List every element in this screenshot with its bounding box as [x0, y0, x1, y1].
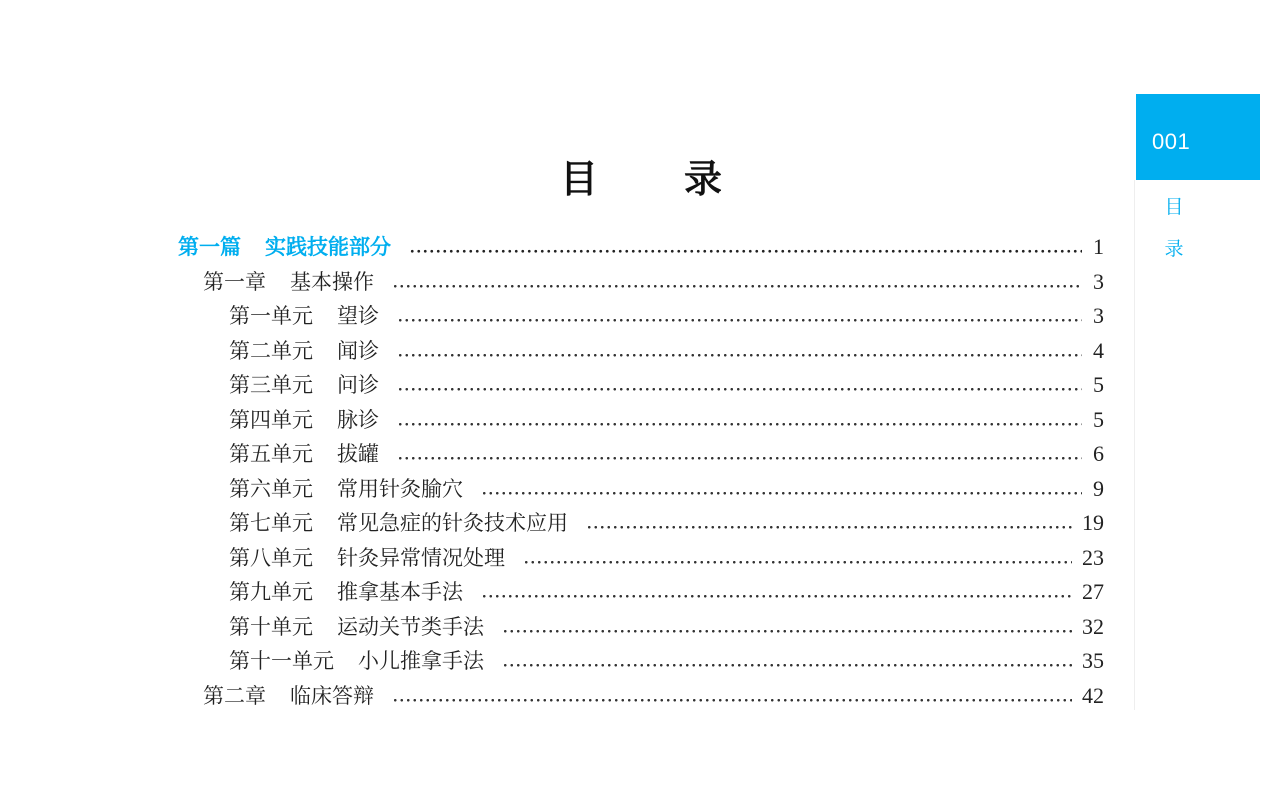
- toc-entry-page: 3: [1093, 268, 1104, 294]
- side-section-label: [1163, 186, 1185, 270]
- toc-entry-unit[interactable]: [0, 334, 1104, 369]
- toc-entry-unit[interactable]: [0, 575, 1104, 610]
- toc-entry-page: 32: [1082, 613, 1104, 639]
- toc-entry-unit[interactable]: [0, 403, 1104, 438]
- toc-entry-page: 27: [1082, 579, 1104, 604]
- toc-entry-title: 实践技能部分: [265, 235, 391, 259]
- toc-entry-title: 基本操作: [290, 269, 374, 294]
- dot-leader: [481, 472, 1082, 507]
- dot-leader: [409, 230, 1082, 265]
- toc-entry-title: 针灸异常情况处理: [337, 545, 505, 570]
- page-number: 001: [1152, 129, 1191, 154]
- toc-entry-title: 临床答辩: [290, 683, 374, 708]
- page-number-tab: [1136, 94, 1260, 180]
- page-title-char: 录: [684, 157, 723, 201]
- toc-entry-number: 第十一单元: [229, 649, 334, 673]
- side-section-char: 录: [1164, 238, 1184, 260]
- table-of-contents: [0, 230, 1104, 713]
- dot-leader: [397, 299, 1082, 334]
- toc-entry-chapter[interactable]: [0, 265, 1104, 300]
- dot-leader: [397, 437, 1082, 472]
- toc-entry-unit[interactable]: [0, 368, 1104, 403]
- toc-entry-unit[interactable]: [0, 506, 1104, 541]
- toc-entry-page: 23: [1082, 544, 1104, 570]
- toc-entry-page: 9: [1093, 475, 1104, 501]
- toc-entry-title: 推拿基本手法: [337, 580, 463, 604]
- toc-entry-title: 常用针灸腧穴: [337, 476, 463, 501]
- page-title-char: 目: [560, 157, 599, 201]
- toc-entry-page: 6: [1093, 441, 1104, 466]
- toc-entry-title: 闻诊: [337, 338, 379, 363]
- dot-leader: [397, 403, 1082, 438]
- toc-entry-number: 第七单元: [229, 511, 313, 535]
- toc-entry-title: 常见急症的针灸技术应用: [337, 511, 568, 535]
- toc-entry-unit[interactable]: [0, 437, 1104, 472]
- dot-leader: [392, 679, 1072, 714]
- toc-entry-number: 第三单元: [229, 373, 313, 397]
- toc-entry-unit[interactable]: [0, 610, 1104, 645]
- toc-entry-title: 脉诊: [337, 407, 379, 432]
- dot-leader: [586, 506, 1072, 541]
- toc-entry-chapter[interactable]: [0, 679, 1104, 714]
- toc-entry-title: 拔罐: [337, 442, 379, 466]
- page-edge-line: [1134, 180, 1135, 710]
- toc-entry-page: 19: [1082, 510, 1104, 535]
- page-title: [560, 156, 730, 202]
- toc-entry-page: 1: [1093, 234, 1104, 259]
- toc-entry-number: 第四单元: [229, 407, 313, 432]
- toc-entry-title: 小儿推拿手法: [358, 649, 484, 673]
- toc-entry-number: 第一单元: [229, 304, 313, 328]
- dot-leader: [481, 575, 1072, 610]
- toc-entry-page: 4: [1093, 337, 1104, 363]
- toc-entry-number: 第八单元: [229, 545, 313, 570]
- dot-leader: [397, 334, 1082, 369]
- toc-entry-number: 第十单元: [229, 614, 313, 639]
- toc-entry-number: 第五单元: [229, 442, 313, 466]
- dot-leader: [392, 265, 1082, 300]
- toc-entry-unit[interactable]: [0, 472, 1104, 507]
- toc-entry-number: 第二单元: [229, 338, 313, 363]
- toc-entry-unit[interactable]: [0, 299, 1104, 334]
- toc-entry-unit[interactable]: [0, 541, 1104, 576]
- toc-entry-title: 望诊: [337, 304, 379, 328]
- toc-entry-number: 第一篇: [178, 235, 241, 259]
- toc-entry-number: 第一章: [203, 269, 266, 294]
- toc-entry-unit[interactable]: [0, 644, 1104, 679]
- toc-entry-title: 运动关节类手法: [337, 614, 484, 639]
- toc-entry-page: 3: [1093, 303, 1104, 328]
- toc-entry-page: 5: [1093, 372, 1104, 397]
- toc-entry-number: 第六单元: [229, 476, 313, 501]
- dot-leader: [502, 644, 1072, 679]
- toc-entry-title: 问诊: [337, 373, 379, 397]
- toc-entry-number: 第九单元: [229, 580, 313, 604]
- dot-leader: [502, 610, 1072, 645]
- toc-entry-page: 42: [1082, 682, 1104, 708]
- toc-entry-part[interactable]: [0, 230, 1104, 265]
- toc-entry-page: 5: [1093, 406, 1104, 432]
- toc-entry-number: 第二章: [203, 683, 266, 708]
- toc-entry-page: 35: [1082, 648, 1104, 673]
- dot-leader: [397, 368, 1082, 403]
- dot-leader: [523, 541, 1072, 576]
- side-section-char: 目: [1164, 196, 1184, 218]
